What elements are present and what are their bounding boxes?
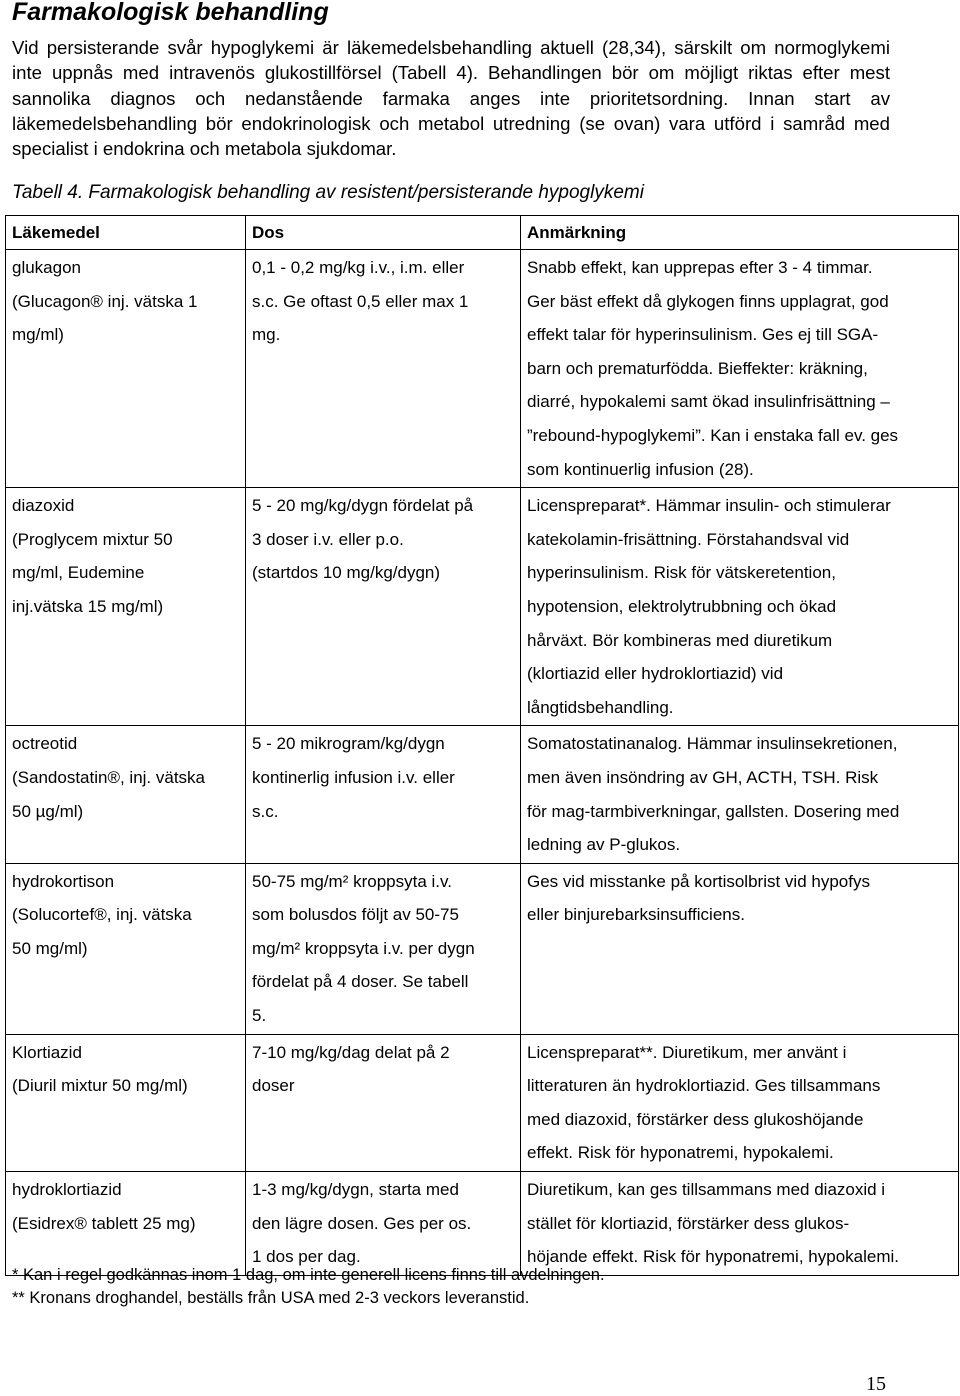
note-cell-line: Licenspreparat**. Diuretikum, mer använt i	[527, 1042, 847, 1062]
drug-cell	[6, 1172, 246, 1276]
drug-cell-line: hydroklortiazid	[12, 1180, 122, 1200]
dose-cell	[246, 250, 521, 488]
drug-cell-line: (Proglycem mixtur 50	[12, 529, 173, 549]
column-header-note: Anmärkning	[521, 216, 959, 250]
drug-cell-line: mg/ml, Eudemine	[12, 563, 145, 583]
drug-cell-line: (Esidrex® tablett 25 mg)	[12, 1213, 196, 1233]
drug-cell	[6, 488, 246, 726]
dose-cell-line: den lägre dosen. Ges per os.	[252, 1213, 472, 1233]
drug-cell-line: (Diuril mixtur 50 mg/ml)	[12, 1076, 188, 1096]
note-cell	[521, 863, 959, 1034]
note-cell-line: för mag-tarmbiverkningar, gallsten. Dosering med	[527, 801, 900, 821]
note-cell-line: hårväxt. Bör kombineras med diuretikum	[527, 630, 833, 650]
note-cell-line: eller binjurebarksinsufficiens.	[527, 905, 745, 925]
note-cell-line: hyperinsulinism. Risk för vätskeretention,	[527, 563, 836, 583]
note-cell-line: ”rebound-hypoglykemi”. Kan i enstaka fall ev. ges	[527, 425, 899, 445]
dose-cell-line: 1 dos per dag.	[252, 1247, 361, 1267]
dose-cell-line: 1-3 mg/kg/dygn, starta med	[252, 1180, 459, 1200]
dose-cell-line: mg/m² kroppsyta i.v. per dygn	[252, 938, 475, 958]
note-cell	[521, 488, 959, 726]
drug-cell-line: (Solucortef®, inj. vätska	[12, 905, 192, 925]
drug-cell	[6, 726, 246, 863]
table-row	[6, 726, 959, 863]
dose-cell-line: (startdos 10 mg/kg/dygn)	[252, 563, 441, 583]
note-cell-line: Somatostatinanalog. Hämmar insulinsekretionen,	[527, 734, 898, 754]
drug-cell-line: (Glucagon® inj. vätska 1	[12, 291, 198, 311]
dose-cell-line: doser	[252, 1076, 295, 1096]
note-cell-line: stället för klortiazid, förstärker dess glukos-	[527, 1213, 850, 1233]
drug-cell	[6, 1034, 246, 1171]
column-header-drug: Läkemedel	[6, 216, 246, 250]
drug-cell-line: diazoxid	[12, 496, 75, 516]
dose-cell	[246, 726, 521, 863]
table-caption-label: Tabell 4.	[12, 182, 84, 203]
drug-cell-line: 50 mg/ml)	[12, 938, 88, 958]
note-cell-line: litteraturen än hydroklortiazid. Ges tillsammans	[527, 1076, 881, 1096]
note-cell-line: med diazoxid, förstärker dess glukoshöjande	[527, 1109, 864, 1129]
drug-cell-line: (Sandostatin®, inj. vätska	[12, 767, 206, 787]
page-number: 15	[866, 1373, 886, 1395]
dose-cell-line: 50-75 mg/m² kroppsyta i.v.	[252, 871, 452, 891]
drug-cell-line: hydrokortison	[12, 871, 115, 891]
footnotes	[12, 1264, 605, 1309]
table-row	[6, 488, 959, 726]
drug-cell-line: 50 µg/ml)	[12, 801, 84, 821]
dose-cell-line: 0,1 - 0,2 mg/kg i.v., i.m. eller	[252, 258, 465, 277]
dose-cell	[246, 1034, 521, 1171]
table-caption	[12, 182, 644, 204]
note-cell	[521, 1172, 959, 1276]
dose-cell-line: s.c.	[252, 801, 279, 821]
dose-cell-line: 5 - 20 mg/kg/dygn fördelat på	[252, 496, 474, 516]
drug-cell	[6, 863, 246, 1034]
drug-cell-line: octreotid	[12, 734, 78, 754]
dose-cell	[246, 863, 521, 1034]
drug-cell-line: inj.vätska 15 mg/ml)	[12, 596, 164, 616]
note-cell-line: ledning av P-glukos.	[527, 835, 681, 855]
note-cell-line: långtidsbehandling.	[527, 697, 674, 717]
drug-table	[5, 215, 959, 1276]
drug-cell-line: mg/ml)	[12, 325, 64, 345]
note-cell-line: effekt. Risk för hyponatremi, hypokalemi.	[527, 1143, 834, 1163]
note-cell-line: barn och prematurfödda. Bieffekter: kräkning,	[527, 358, 868, 378]
dose-cell	[246, 1172, 521, 1276]
intro-paragraph: Vid persisterande svår hypoglykemi är läkemedelsbehandling aktuell (28,34), särskilt om normoglykemi inte uppnås med intravenös glukostillförsel (Tabell 4). Behandlingen bör om möjligt riktas efter mest sannolika diagnos och nedanstående farmaka anges inte prioritetsordning. Innan start av läkemedelsbehandling bör endokrinologisk och metabol utredning (se ovan) vara utförd i samråd med specialist i endokrina och metabola sjukdomar.	[12, 37, 890, 160]
note-cell-line: höjande effekt. Risk för hyponatremi, hypokalemi.	[527, 1247, 899, 1267]
drug-cell	[6, 250, 246, 488]
note-cell	[521, 1034, 959, 1171]
note-cell-line: som kontinuerlig infusion (28).	[527, 459, 754, 479]
note-cell-line: Ges vid misstanke på kortisolbrist vid hypofys	[527, 871, 870, 891]
table-body	[6, 250, 959, 1276]
note-cell-line: effekt talar för hyperinsulinism. Ges ej till SGA-	[527, 325, 879, 345]
column-header-dose: Dos	[246, 216, 521, 250]
table-row	[6, 1034, 959, 1171]
dose-cell-line: 5 - 20 mikrogram/kg/dygn	[252, 734, 445, 754]
table-header-row	[6, 216, 959, 250]
note-cell-line: Snabb effekt, kan upprepas efter 3 - 4 timmar.	[527, 258, 873, 277]
note-cell-line: Diuretikum, kan ges tillsammans med diazoxid i	[527, 1180, 886, 1200]
dose-cell	[246, 488, 521, 726]
table-caption-title: Farmakologisk behandling av resistent/persisterande hypoglykemi	[83, 182, 644, 203]
note-cell-line: katekolamin-frisättning. Förstahandsval vid	[527, 529, 850, 549]
note-cell-line: hypotension, elektrolytrubbning och ökad	[527, 596, 837, 616]
note-cell-line: men även insöndring av GH, ACTH, TSH. Risk	[527, 767, 879, 787]
table-row	[6, 863, 959, 1034]
table-row	[6, 1172, 959, 1276]
dose-cell-line: som bolusdos följt av 50-75	[252, 905, 459, 925]
dose-cell-line: 5.	[252, 1006, 267, 1026]
dose-cell-line: s.c. Ge oftast 0,5 eller max 1	[252, 291, 469, 311]
dose-cell-line: fördelat på 4 doser. Se tabell	[252, 972, 469, 992]
dose-cell-line: 7-10 mg/kg/dag delat på 2	[252, 1042, 450, 1062]
footnote-license: * Kan i regel godkännas inom 1 dag, om inte generell licens finns till avdelningen.	[12, 1266, 605, 1284]
note-cell-line: (klortiazid eller hydroklortiazid) vid	[527, 664, 784, 684]
drug-cell-line: glukagon	[12, 258, 82, 277]
dose-cell-line: kontinerlig infusion i.v. eller	[252, 767, 455, 787]
table-row	[6, 250, 959, 488]
dose-cell-line: mg.	[252, 325, 281, 345]
note-cell	[521, 726, 959, 863]
note-cell-line: diarré, hypokalemi samt ökad insulinfrisättning –	[527, 392, 890, 412]
note-cell-line: Licenspreparat*. Hämmar insulin- och stimulerar	[527, 496, 891, 516]
drug-cell-line: Klortiazid	[12, 1042, 82, 1062]
section-heading: Farmakologisk behandling	[12, 0, 329, 26]
note-cell	[521, 250, 959, 488]
footnote-pharmacy: ** Kronans droghandel, beställs från USA med 2-3 veckors leveranstid.	[12, 1288, 530, 1307]
note-cell-line: Ger bäst effekt då glykogen finns upplagrat, god	[527, 291, 889, 311]
dose-cell-line: 3 doser i.v. eller p.o.	[252, 529, 404, 549]
